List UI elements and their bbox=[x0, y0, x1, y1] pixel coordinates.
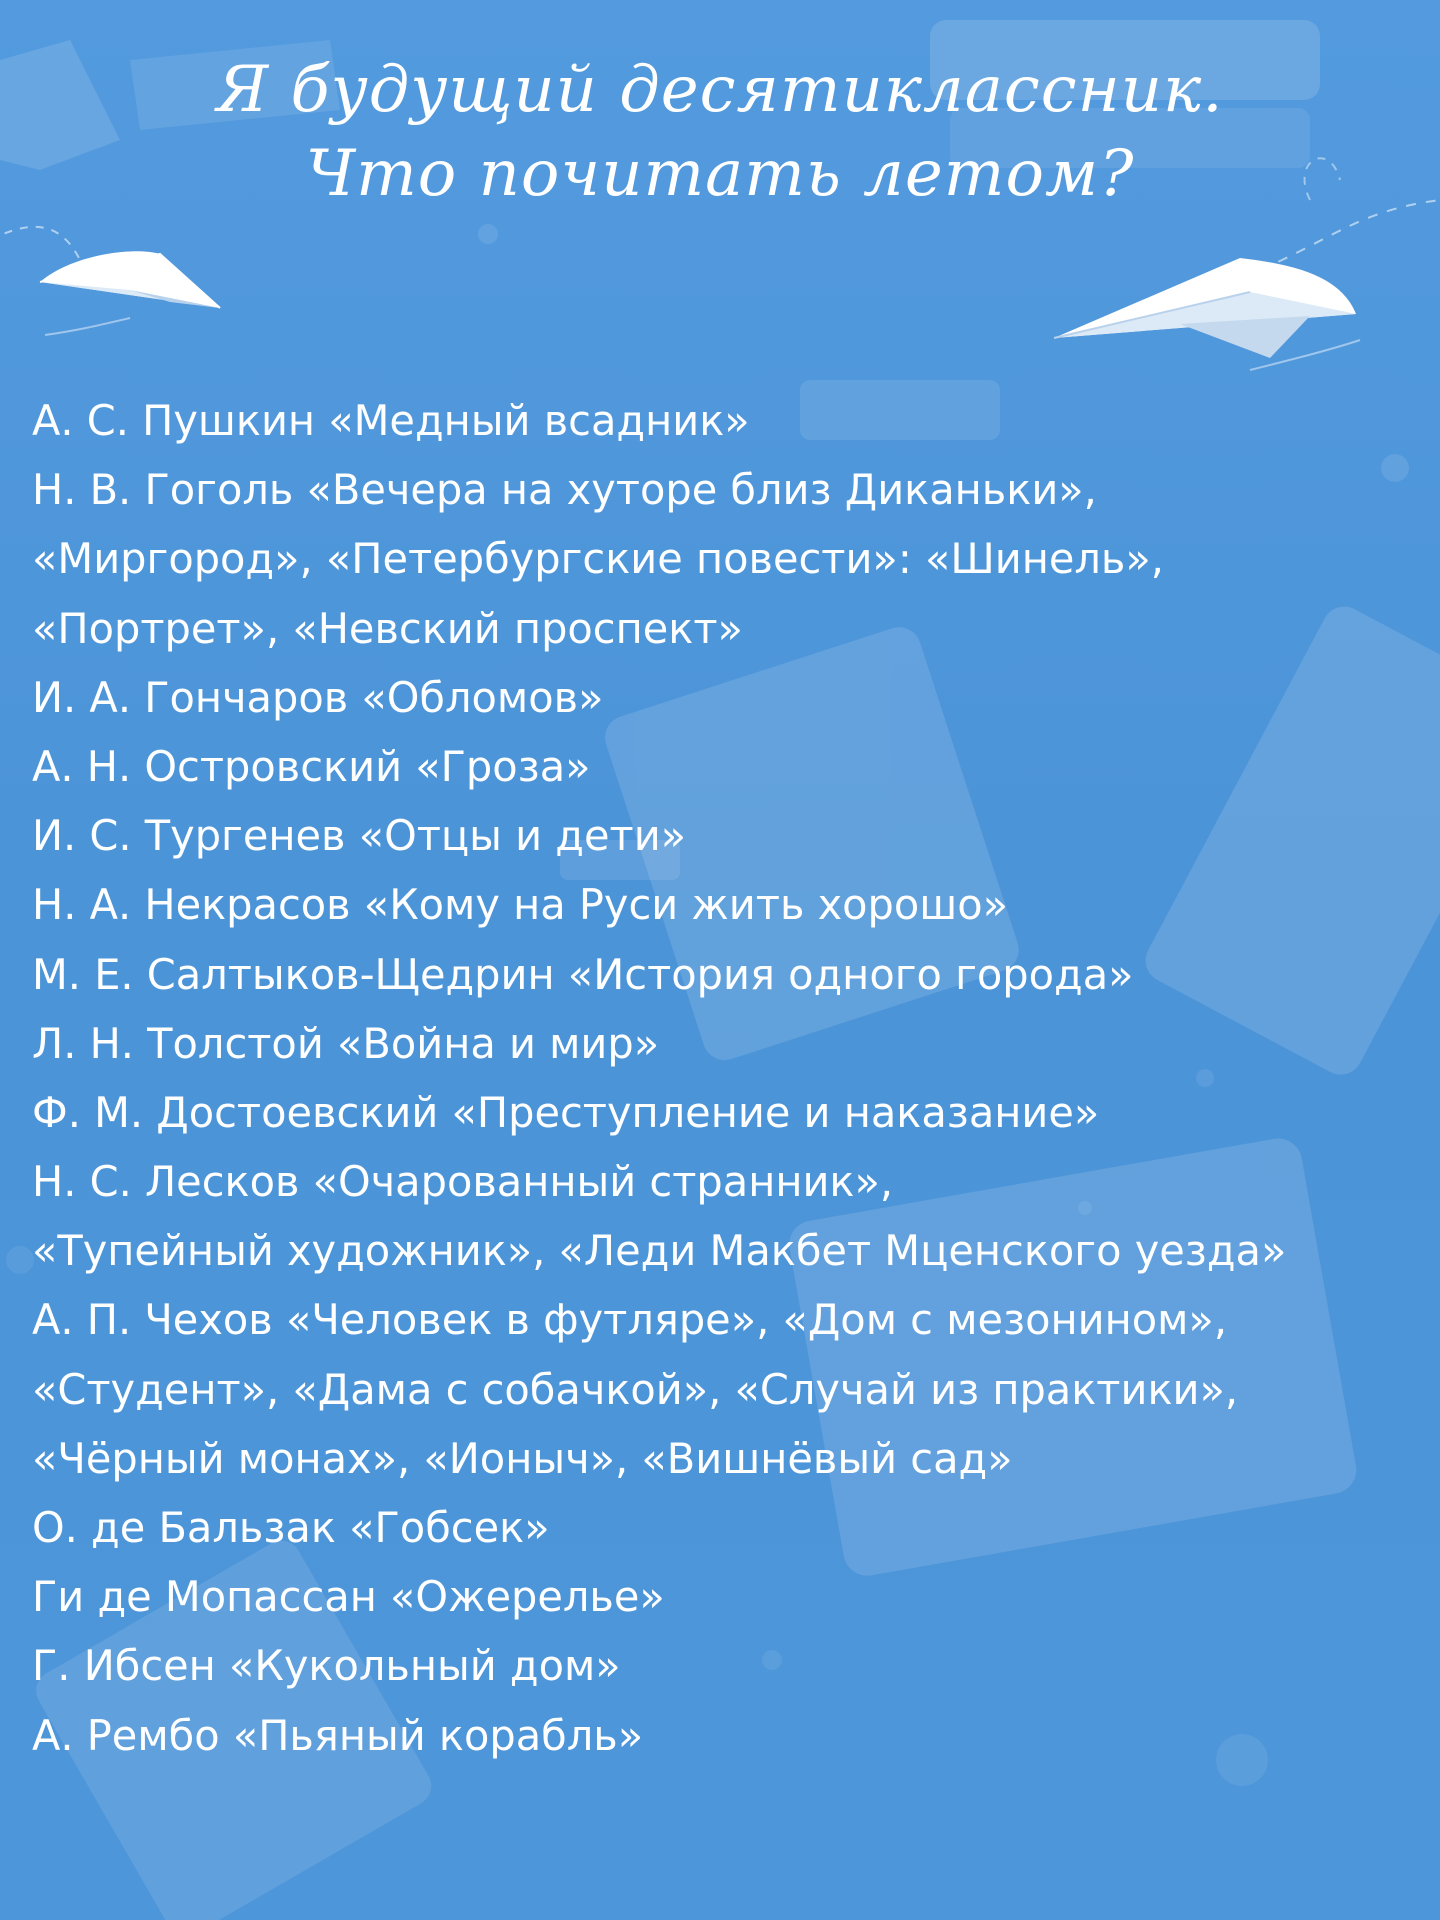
list-item: «Чёрный монах», «Ионыч», «Вишнёвый сад» bbox=[32, 1433, 1013, 1483]
list-item: Г. Ибсен «Кукольный дом» bbox=[32, 1641, 621, 1691]
list-item: О. де Бальзак «Гобсек» bbox=[32, 1503, 550, 1552]
list-item: А. П. Чехов «Человек в футляре», «Дом с мезонином», bbox=[32, 1295, 1228, 1345]
page-title bbox=[0, 48, 1440, 216]
list-item: Н. В. Гоголь «Вечера на хуторе близ Диканьки», bbox=[32, 465, 1097, 515]
list-item: Л. Н. Толстой «Война и мир» bbox=[32, 1018, 660, 1068]
list-item: А. С. Пушкин «Медный всадник» bbox=[32, 396, 750, 445]
paper-plane-icon bbox=[1050, 244, 1360, 364]
list-item: Н. С. Лесков «Очарованный странник», bbox=[32, 1157, 894, 1207]
list-item: Н. А. Некрасов «Кому на Руси жить хорошо» bbox=[32, 880, 1009, 930]
reading-list bbox=[32, 386, 1422, 1770]
list-item: Ги де Мопассан «Ожерелье» bbox=[32, 1572, 665, 1622]
list-item: «Тупейный художник», «Леди Макбет Мценского уезда» bbox=[32, 1226, 1287, 1276]
list-item: «Студент», «Дама с собачкой», «Случай из практики», bbox=[32, 1364, 1239, 1414]
title-line-1: Я будущий десятиклассник. bbox=[216, 53, 1224, 127]
list-item: Ф. М. Достоевский «Преступление и наказание» bbox=[32, 1087, 1100, 1137]
list-item: И. С. Тургенев «Отцы и дети» bbox=[32, 811, 687, 861]
list-item: М. Е. Салтыков-Щедрин «История одного города» bbox=[32, 949, 1134, 999]
list-item: А. Н. Островский «Гроза» bbox=[32, 741, 591, 791]
paper-plane-icon bbox=[30, 236, 230, 326]
list-item: А. Рембо «Пьяный корабль» bbox=[32, 1710, 644, 1760]
title-line-2: Что почитать летом? bbox=[305, 137, 1135, 211]
list-item: И. А. Гончаров «Обломов» bbox=[32, 672, 604, 722]
list-item: «Миргород», «Петербургские повести»: «Шинель», bbox=[32, 534, 1164, 584]
list-item: «Портрет», «Невский проспект» bbox=[32, 603, 743, 653]
